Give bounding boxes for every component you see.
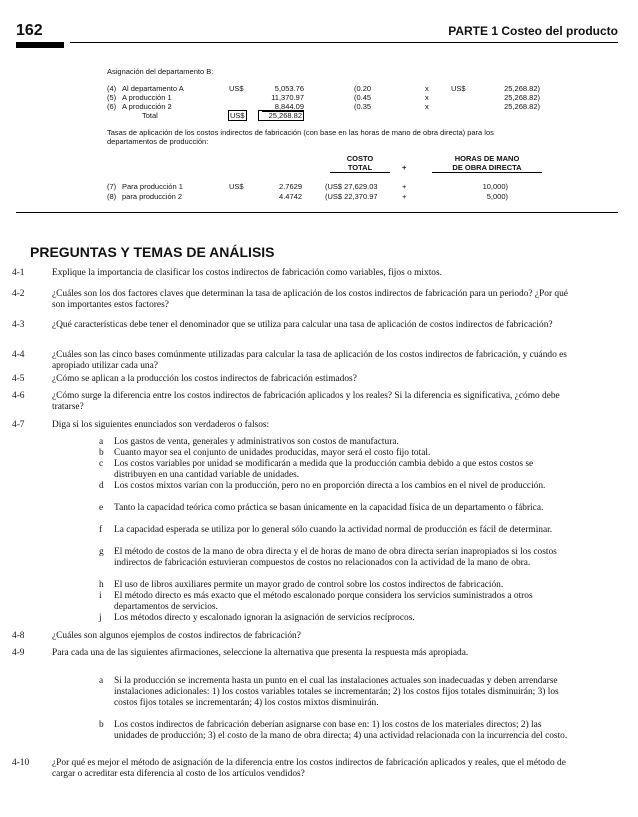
item-letter: a xyxy=(99,437,104,447)
item-letter: j xyxy=(99,613,102,623)
row-label: para producción 2 xyxy=(122,192,183,201)
question-number: 4-8 xyxy=(12,631,25,641)
share-rate: (0.45 xyxy=(354,93,372,102)
list-item xyxy=(99,459,570,481)
amount: 5,053.76 xyxy=(274,84,304,93)
currency: US$ xyxy=(230,111,245,120)
question-number: 4-6 xyxy=(12,391,25,401)
row-number: (4) xyxy=(107,84,117,93)
question-4-8 xyxy=(12,631,574,642)
item-letter: b xyxy=(99,720,104,730)
question-number: 4-1 xyxy=(12,268,25,278)
row-label: Para producción 1 xyxy=(122,182,183,191)
question-4-5 xyxy=(12,374,574,385)
row-label: A producción 2 xyxy=(122,102,172,111)
row-number: (8) xyxy=(107,192,117,201)
question-4-10 xyxy=(12,758,574,780)
row-label: A producción 1 xyxy=(122,93,172,102)
hours: 5,000) xyxy=(486,192,508,201)
item-text: La capacidad esperada se utiliza por lo general sólo cuando la actividad normal de producción es fácil de determinar. xyxy=(114,525,553,535)
cost: (US$ 27,629.03 xyxy=(325,182,378,191)
operator: x xyxy=(425,84,429,93)
question-text: Para cada una de las siguientes afirmaciones, seleccione la alternativa que presenta la respuesta más apropiada. xyxy=(52,648,469,658)
total-amount: 25,268.82 xyxy=(258,110,304,121)
question-4-6 xyxy=(12,391,574,413)
item-letter: b xyxy=(99,448,104,458)
list-item xyxy=(99,591,570,613)
list-item xyxy=(99,481,570,492)
item-text: El método directo es más exacto que el método escalonado porque considera los servicios suministrados a otros departamentos de servicios. xyxy=(114,591,533,612)
total-label: Total xyxy=(142,111,158,120)
question-number: 4-2 xyxy=(12,289,25,299)
question-number: 4-5 xyxy=(12,374,25,384)
item-letter: f xyxy=(99,525,103,535)
item-letter: h xyxy=(99,580,104,590)
column-header: COSTO xyxy=(346,154,374,163)
question-number: 4-7 xyxy=(12,420,25,430)
share-rate: (0.35 xyxy=(354,102,372,111)
header-rule xyxy=(70,42,618,43)
item-text: Los métodos directo y escalonado ignoran la asignación de servicios recíprocos. xyxy=(114,613,415,623)
question-text: ¿Qué características debe tener el denominador que se utiliza para calcular una tasa de aplicación de costos indirectos de fabricación? xyxy=(52,320,553,330)
hours: 10,000) xyxy=(482,182,508,191)
row-label: Al departamento A xyxy=(122,84,184,93)
item-text: Los gastos de venta, generales y administrativos son costos de manufactura. xyxy=(114,437,399,447)
operator: x xyxy=(425,102,429,111)
question-text: ¿Por qué es mejor el método de asignación de la diferencia entre los costos indirectos de fabricación aplicados y reales, que el método de cargar o acreditar esta diferencia al costo de los artículos vendidos? xyxy=(52,758,566,779)
question-4-3 xyxy=(12,320,574,331)
row-number: (7) xyxy=(107,182,117,191)
item-text: Tanto la capacidad teórica como práctica se basan únicamente en la capacidad física de un departamento o fábrica. xyxy=(114,503,544,513)
column-header: TOTAL xyxy=(330,163,390,173)
item-text: El método de costos de la mano de obra directa y el de horas de mano de obra directa serían inapropiados si los costos indirectos de fabricación estuvieran compuestos de costos no relacionados con la actividad de la mano de obra. xyxy=(114,547,557,568)
operator: + xyxy=(402,192,407,201)
item-letter: g xyxy=(99,547,104,557)
question-4-7 xyxy=(12,420,574,431)
question-number: 4-4 xyxy=(12,350,25,360)
base-total: 25,268.82) xyxy=(504,93,540,102)
base-total: 25,268.82) xyxy=(504,102,540,111)
column-header: HORAS DE MANO xyxy=(454,154,520,163)
list-item xyxy=(99,613,570,624)
list-item xyxy=(99,525,570,536)
item-letter: i xyxy=(99,591,102,601)
list-item xyxy=(99,547,570,569)
item-text: El uso de libros auxiliares permite un mayor grado de control sobre los costos indirectos de fabricación. xyxy=(114,580,504,590)
currency: US$ xyxy=(229,84,244,93)
amount: 11,370.97 xyxy=(271,93,304,102)
question-text: ¿Cuáles son las cinco bases comúnmente utilizadas para calcular la tasa de aplicación de los costos indirectos de fabricación, y cuándo es apropiado utilizar cada una? xyxy=(52,350,567,371)
question-number: 4-3 xyxy=(12,320,25,330)
column-header: DE OBRA DIRECTA xyxy=(432,163,542,173)
item-text: Si la producción se incrementa hasta un punto en el cual las instalaciones actuales son inadecuadas y deben arrendarse instalaciones adicionales: 1) los costos variables totales se incrementarán; 2) los costos fijos totales disminuirán; 3) los costos fijos totales se incrementarán; 4) los costos mixtos disminuirán. xyxy=(114,676,559,708)
question-text: Explique la importancia de clasificar los costos indirectos de fabricación como variables, fijos o mixtos. xyxy=(52,268,442,278)
item-letter: e xyxy=(99,503,104,513)
item-letter: c xyxy=(99,459,104,469)
section-title: PREGUNTAS Y TEMAS DE ANÁLISIS xyxy=(30,244,275,260)
cost: (US$ 22,370.97 xyxy=(325,192,378,201)
page-header xyxy=(0,18,638,48)
question-text: ¿Cómo se aplican a la producción los costos indirectos de fabricación estimados? xyxy=(52,374,357,384)
item-letter: d xyxy=(99,481,104,491)
operator: x xyxy=(425,93,429,102)
list-item xyxy=(99,503,570,514)
question-text: ¿Cómo surge la diferencia entre los costos indirectos de fabricación aplicados y los reales? Si la diferencia es significativa, ¿cómo debe tratarse? xyxy=(52,391,560,412)
running-title: PARTE 1 Costeo del producto xyxy=(448,24,618,38)
item-text: Los costos indirectos de fabricación deberían asignarse con base en: 1) los costos de los materiales directos; 2) las unidades de producción; 3) el costo de la mano de obra directa; 4) una actividad relacionada con la incurrencia del costo. xyxy=(114,720,568,741)
currency: US$ xyxy=(229,182,244,191)
question-text: ¿Cuáles son los dos factores claves que determinan la tasa de aplicación de los costos indirectos de fabricación para un periodo? ¿Por qué son importantes estos factores? xyxy=(52,289,568,310)
item-text: Cuanto mayor sea el conjunto de unidades producidas, mayor será el costo fijo total. xyxy=(114,448,431,458)
header-bar xyxy=(16,42,64,48)
currency: US$ xyxy=(451,84,466,93)
rates-heading: Tasas de aplicación de los costos indirectos de fabricación (con base en las horas de mano de obra directa) para los departamentos de producción: xyxy=(107,128,494,146)
share-rate: (0.20 xyxy=(354,84,372,93)
question-4-2 xyxy=(12,289,574,311)
list-item xyxy=(99,676,570,709)
item-text: Los costos variables por unidad se modificarán a medida que la producción cambia debido a que estos costos se distribuyen en una cantidad variable de unidades. xyxy=(114,459,534,480)
section-divider xyxy=(16,212,618,213)
operator: + xyxy=(402,182,407,191)
amount: 8,844.09 xyxy=(262,102,304,112)
question-number: 4-10 xyxy=(12,758,30,768)
list-item xyxy=(99,448,570,459)
row-number: (5) xyxy=(107,93,117,102)
item-text: Los costos mixtos varían con la producción, pero no en proporción directa a los cambios en el nivel de producción. xyxy=(114,481,546,491)
question-number: 4-9 xyxy=(12,648,25,658)
rate: 4.4742 xyxy=(279,192,302,201)
list-item xyxy=(99,720,570,742)
question-4-4 xyxy=(12,350,574,372)
question-text: ¿Cuáles son algunos ejemplos de costos indirectos de fabricación? xyxy=(52,631,301,641)
operator: + xyxy=(402,163,407,172)
rate: 2.7629 xyxy=(279,182,302,191)
item-letter: a xyxy=(99,676,104,686)
page-number: 162 xyxy=(16,22,43,39)
list-item xyxy=(99,437,570,448)
row-number: (6) xyxy=(107,102,117,111)
question-4-1 xyxy=(12,268,574,279)
question-text: Diga si los siguientes enunciados son verdaderos o falsos: xyxy=(52,420,270,430)
allocation-heading: Asignación del departamento B: xyxy=(107,67,214,76)
question-4-9 xyxy=(12,648,574,659)
base-total: 25,268.82) xyxy=(504,84,540,93)
list-item xyxy=(99,580,570,591)
